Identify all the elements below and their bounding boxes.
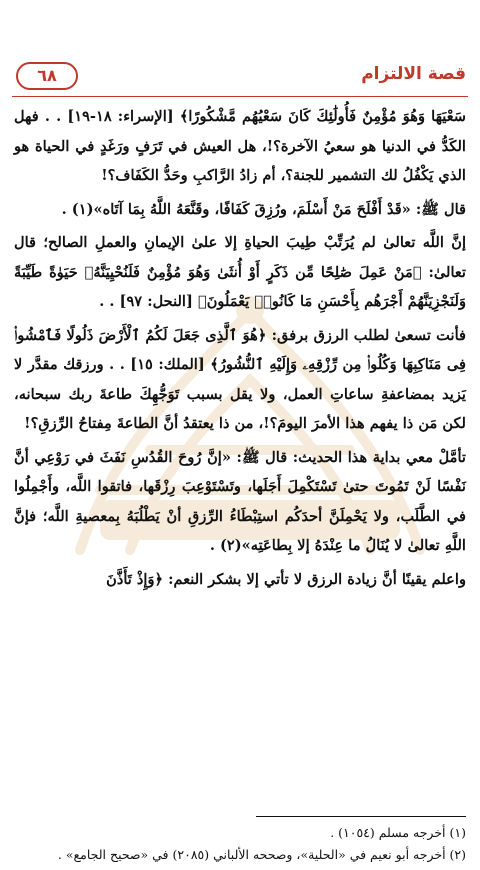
paragraph-3: إنَّ اللَّه تعالىٰ لم يُرَتِّبْ طِيبَ الحياةِ إلا علىٰ الإيمانِ والعملِ الصالح؛ قال تعالىٰ: ﴿مَنْ عَمِلَ صَٰلِحًا مِّن ذَكَرٍ أَوْ أُنثَىٰ وَهُوَ مُؤْمِنٌ فَلَنُحْيِيَنَّهُۥ حَيَوٰةً طَيِّبَةً وَلَنَجْزِيَنَّهُمْ أَجْرَهُم بِأَحْسَنِ مَا كَانُوا۟ يَعْمَلُونَ﴾ [النحل: ٩٧] . . — [14, 234, 466, 310]
footnote-1: (١) أخرجه مسلم (١٠٥٤) . — [330, 825, 466, 840]
book-title: قصة الالتزام — [361, 64, 466, 84]
header-divider — [12, 96, 468, 97]
paragraph-4: فأنت تسعىٰ لطلب الرزق برفق: ﴿هُوَ ٱلَّذِى جَعَلَ لَكُمُ ٱلْأَرْضَ ذَلُولًا فَٱمْشُوا۟ فِى مَنَاكِبِهَا وَكُلُوا۟ مِن رِّزْقِهِۦ وَإِلَيْهِ ٱلنُّشُورُ﴾ [الملك: ١٥] . . ورزقك مقدَّر لا يَزيد بمضاعفةِ ساعاتِ العمل، ولا يقل بسبب تَوَجُّهِكَ طاعةَ ربك سبحانه، لكن مَن ذا يفهم هذا الأمرَ اليومَ؟!، من ذا يعتقدُ أنَّ الطاعةَ مِفتاحُ الرِّزقِ؟! — [14, 326, 467, 432]
paragraph-1: سَعْيَهَا وَهُوَ مُؤْمِنٌ فَأُولَٰئِكَ كَانَ سَعْيُهُم مَّشْكُورًا﴾ [الإسراء: ١٨-١٩] . . فهل الكَدُّ في الدنيا هو سعيُ الآخرة؟!، هل العيش في تَرَفٍ ورَغَدٍ في الحياة هو الذي يَكْفُلُ لك التشمير للجنة؟، أم زادُ الرَّاكبِ وحَدُّ الكَفَاف؟! — [14, 108, 466, 184]
footnotes — [14, 822, 466, 866]
paragraph-5: تأمَّلْ معي بداية هذا الحديث: قال ﷺ: «إنَّ رُوحَ القُدُسِ نَفَثَ في رَوْعِي أنَّ نَفْسًا لَنْ تَمُوتَ حتىٰ تَسْتَكْمِلَ أَجَلَها، وتَسْتَوْعِبَ رِزْقَها، فاتقوا اللَّه، وأَجْمِلُوا في الطَّلَب، ولا يَحْمِلَنَّ أحدَكُم استِبْطَاءُ الرِّزقِ أنْ يَطْلُبَهُ بِمعصيةِ اللَّه؛ فإنَّ اللَّهِ تعالىٰ لا يُنَالُ ما عِنْدَهُ إلا بِطاعَتِه»(٢) . — [14, 448, 466, 554]
paragraph-2: قال ﷺ: «قَدْ أَفْلَحَ مَنْ أَسْلَمَ، ورُزِقَ كَفَافًا، وقَنَّعَهُ اللَّهُ بِمَا آتَاه»(١) . — [61, 200, 466, 218]
footnote-divider — [256, 816, 466, 817]
page-header — [12, 58, 468, 92]
page-body — [14, 102, 466, 598]
footnote-2: (٢) أخرجه أبو نعيم في «الحلية»، وصححه الألباني (٢٠٨٥) في «صحيح الجامع» . — [57, 847, 466, 862]
page-number-badge: ٦٨ — [16, 62, 78, 90]
paragraph-6: واعلم يقينًا أنَّ زيادة الرزق لا تأتي إلا بشكر النعم: ﴿وَإِذْ تَأَذَّنَ — [106, 570, 466, 588]
